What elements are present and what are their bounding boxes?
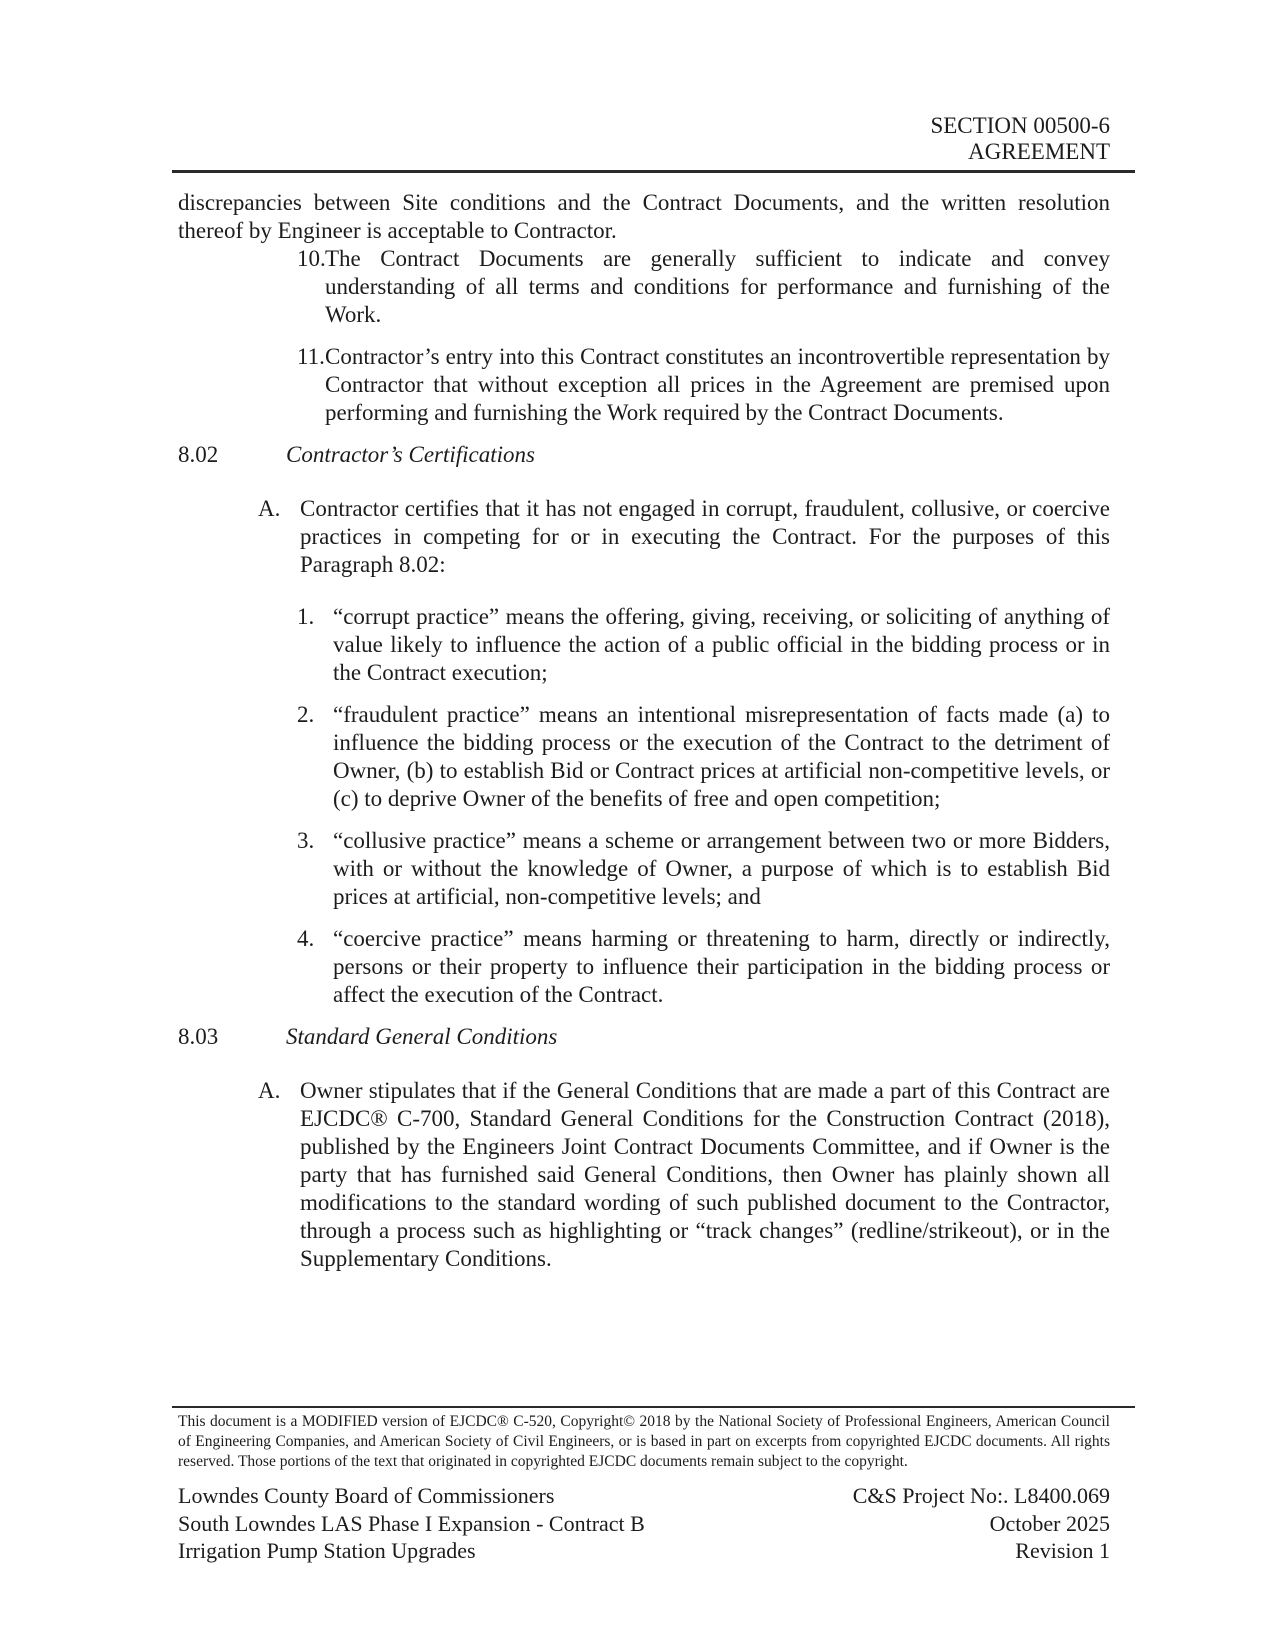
page-header (178, 113, 1110, 165)
list-marker: 11. (297, 344, 325, 369)
list-item-text: Contractor certifies that it has not engaged in corrupt, fraudulent, collusive, or coercive practices in competing for or in executing the Contract. For the purposes of this Paragraph 8.02: (300, 496, 1110, 577)
page-footer (178, 1406, 1110, 1565)
list-marker: 2. (297, 702, 315, 727)
footer-right-column (853, 1482, 1110, 1565)
list-item-text: Owner stipulates that if the General Conditions that are made a part of this Contract are EJCDC® C-700, Standard General Conditions for the Construction Contract (2018), published by the Engineers Joint Contract Documents Committee, and if Owner is the party that has furnished said General Conditions, then Owner has plainly shown all modifications to the standard wording of such published document to the Contractor, through a process such as highlighting or “track changes” (redline/strikeout), or in the Supplementary Conditions. (300, 1078, 1110, 1271)
sub-item-4 (297, 925, 1110, 1009)
footer-date: October 2025 (989, 1510, 1110, 1536)
numbered-item-10 (297, 245, 1110, 329)
list-marker: 3. (297, 828, 315, 853)
header-doc-title: AGREEMENT (968, 139, 1110, 164)
list-item-text: Contractor’s entry into this Contract constitutes an incontrovertible representation by Contractor that without exception all prices in the Agreement are premised upon performing and furnishing the Work required by the Contract Documents. (325, 344, 1110, 425)
footer-revision: Revision 1 (1015, 1538, 1110, 1563)
section-heading-8-02 (178, 441, 1110, 469)
section-title: Contractor’s Certifications (286, 442, 535, 467)
section-heading-8-03 (178, 1023, 1110, 1051)
list-item-text: “coercive practice” means harming or threatening to harm, directly or indirectly, persons or their property to influence their participation in the bidding process or affect the execution of the Contract. (333, 926, 1110, 1007)
section-number: 8.03 (178, 1024, 219, 1049)
footer-project-info (178, 1482, 1110, 1565)
list-marker: 10. (297, 246, 326, 271)
footer-project-number: C&S Project No:. L8400.069 (852, 1483, 1110, 1508)
copyright-notice: This document is a MODIFIED version of EJCDC® C-520, Copyright© 2018 by the National Society of Professional Engineers, American Council of Engineering Companies, and American Society of Civil Engineers, or is based in part on excerpts from copyrighted EJCDC documents. All rights reserved. Those portions of the text that originated in copyrighted EJCDC documents remain subject to the copyright. (178, 1413, 1110, 1470)
lettered-item-A (258, 495, 1110, 579)
document-body (178, 189, 1110, 1287)
lettered-item-A (258, 1077, 1110, 1273)
list-item-text: “fraudulent practice” means an intentional misrepresentation of facts made (a) to influence the bidding process or the execution of the Contract to the detriment of Owner, (b) to establish Bid or Contract prices at artificial non-competitive levels, or (c) to deprive Owner of the benefits of free and open competition; (333, 702, 1110, 811)
section-title: Standard General Conditions (286, 1024, 558, 1049)
list-marker: 4. (297, 926, 315, 951)
header-section-number: SECTION 00500-6 (930, 113, 1110, 138)
footer-rule (172, 1406, 1135, 1408)
sub-item-3 (297, 827, 1110, 911)
footer-subproject-line: Irrigation Pump Station Upgrades (178, 1538, 476, 1563)
list-item-text: The Contract Documents are generally sufficient to indicate and convey understanding of all terms and conditions for performance and furnishing of the Work. (325, 246, 1110, 327)
footer-owner-line: Lowndes County Board of Commissioners (178, 1483, 555, 1508)
numbered-item-11 (297, 343, 1110, 427)
footer-project-line: South Lowndes LAS Phase I Expansion - Contract B (178, 1510, 645, 1536)
list-item-text: “collusive practice” means a scheme or arrangement between two or more Bidders, with or without the knowledge of Owner, a purpose of which is to establish Bid prices at artificial, non-competitive levels; and (333, 828, 1110, 909)
list-marker: A. (258, 496, 281, 521)
list-marker: A. (258, 1078, 281, 1103)
list-marker: 1. (297, 604, 315, 629)
list-item-text: “corrupt practice” means the offering, giving, receiving, or soliciting of anything of value likely to influence the action of a public official in the bidding process or in the Contract execution; (333, 604, 1110, 685)
continuation-paragraph: discrepancies between Site conditions and the Contract Documents, and the written resolution thereof by Engineer is acceptable to Contractor. (178, 190, 1110, 243)
section-number: 8.02 (178, 442, 219, 467)
sub-item-2 (297, 701, 1110, 813)
header-rule (172, 170, 1135, 173)
sub-item-1 (297, 603, 1110, 687)
footer-left-column (178, 1482, 645, 1565)
